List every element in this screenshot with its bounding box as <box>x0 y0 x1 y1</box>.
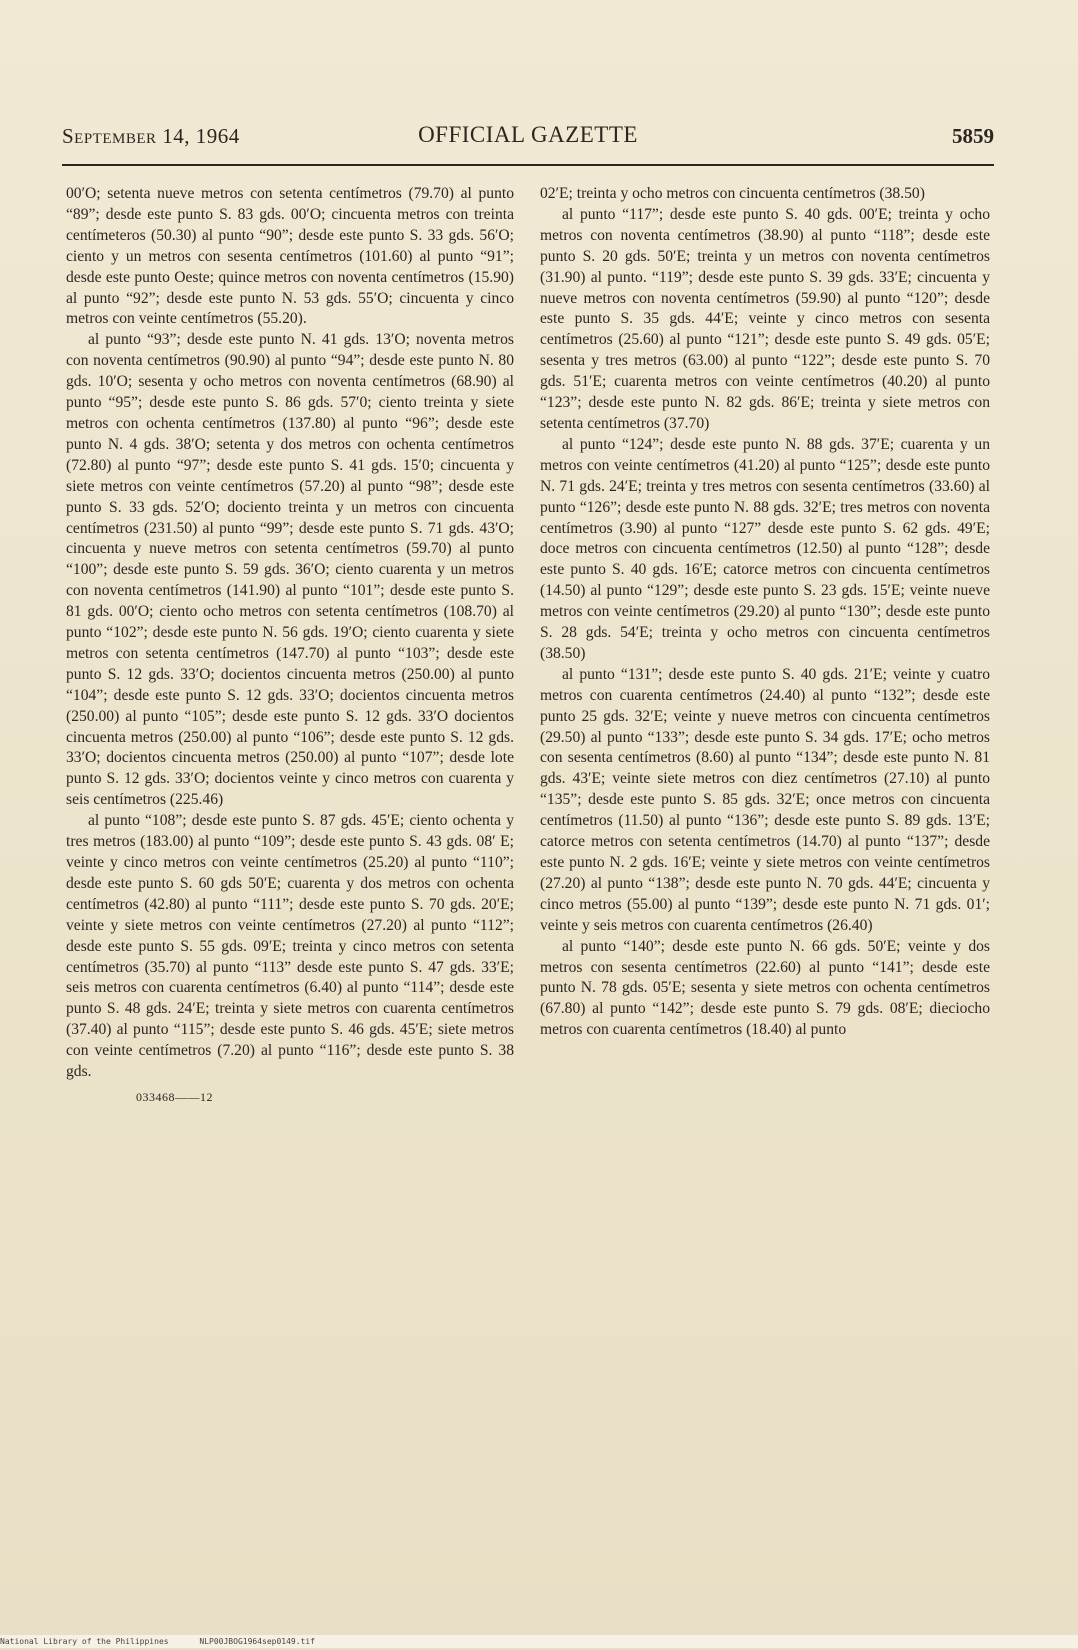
right-paragraph-2: al punto “117”; desde este punto S. 40 gds. 00′E; treinta y ocho metros con noventa centímetros (38.90) al punto “118”; desde este punto S. 20 gds. 50′E; treinta y un metros con noventa centímetros (31.90) al punto. “119”; desde este punto S. 39 gds. 33′E; cincuenta y nueve metros con noventa centímetros (59.90) al punto “120”; desde este punto S. 35 gds. 44′E; veinte y cinco metros con sesenta centímetros (25.60) al punto “121”; desde este punto S. 49 gds. 05′E; sesenta y tres metros (63.00) al punto “122”; desde este punto S. 70 gds. 51′E; cuarenta metros con veinte centímetros (40.20) al punto “123”; desde este punto N. 82 gds. 86′E; treinta y siete metros con setenta centímetros (37.70) <box>540 205 990 432</box>
page-header <box>62 124 994 160</box>
header-title: OFFICIAL GAZETTE <box>418 122 638 147</box>
header-rule <box>62 164 994 166</box>
header-date: September 14, 1964 <box>62 124 240 148</box>
header-page-number: 5859 <box>952 124 994 148</box>
right-column <box>540 184 990 1041</box>
right-paragraph-1: 02′E; treinta y ocho metros con cincuenta centímetros (38.50) <box>540 185 925 202</box>
scan-library: National Library of the Philippines <box>0 1637 169 1646</box>
left-paragraph-3: al punto “108”; desde este punto S. 87 gds. 45′E; ciento ochenta y tres metros (183.00) al punto “109”; desde este punto S. 43 gds. 08′ E; veinte y cinco metros con veinte centímetros (25.20) al punto “110”; desde este punto S. 60 gds 50′E; cuarenta y dos metros con ochenta centímetros (42.80) al punto “111”; desde este punto S. 70 gds. 20′E; veinte y siete metros con veinte centímetros (27.20) al punto “112”; desde este punto S. 55 gds. 09′E; treinta y cinco metros con setenta centímetros (35.70) al punto “113” desde este punto S. 47 gds. 33′E; seis metros con cuarenta centímetros (6.40) al punto “114”; desde este punto S. 48 gds. 24′E; treinta y siete metros con cuarenta centímetros (37.40) al punto “115”; desde este punto S. 46 gds. 45′E; siete metros con veinte centímetros (7.20) al punto “116”; desde este punto S. 38 gds. <box>66 812 514 1081</box>
scan-footer <box>0 1635 1078 1648</box>
right-paragraph-4: al punto “131”; desde este punto S. 40 gds. 21′E; veinte y cuatro metros con cuarenta centímetros (24.40) al punto “132”; desde este punto 25 gds. 32′E; veinte y nueve metros con cincuenta centímetros (29.50) al punto “133”; desde este punto S. 34 gds. 17′E; ocho metros con sesenta centímetros (8.60) al punto “134”; desde este punto N. 81 gds. 43′E; veinte siete metros con diez centímetros (27.10) al punto “135”; desde este punto S. 85 gds. 32′E; once metros con cincuenta centímetros (11.50) al punto “136”; desde este punto S. 89 gds. 13′E; catorce metros con setenta centímetros (14.70) al punto “137”; desde este punto N. 2 gds. 16′E; veinte y siete metros con veinte centímetros (27.20) al punto “138”; desde este punto N. 70 gds. 44′E; cincuenta y cinco metros (55.00) al punto “139”; desde este punto N. 71 gds. 01′; veinte y seis metros con cuarenta centímetros (26.40) <box>540 665 990 934</box>
right-paragraph-3: al punto “124”; desde este punto N. 88 gds. 37′E; cuarenta y un metros con veinte centímetros (41.20) al punto “125”; desde este punto N. 71 gds. 24′E; treinta y tres metros con sesenta centímetros (33.60) al punto “126”; desde este punto N. 88 gds. 32′E; tres metros con noventa centímetros (3.90) al punto “127” desde este punto S. 62 gds. 49′E; doce metros con cincuenta centímetros (12.50) al punto “128”; desde este punto S. 40 gds. 16′E; catorce metros con cincuenta centímetros (14.50) al punto “129”; desde este punto S. 23 gds. 15′E; veinte nueve metros con veinte centímetros (29.20) al punto “130”; desde este punto S. 28 gds. 54′E; treinta y ocho metros con cincuenta centímetros (38.50) <box>540 435 990 662</box>
left-paragraph-1: 00′O; setenta nueve metros con setenta centímetros (79.70) al punto “89”; desde este punto S. 83 gds. 00′O; cincuenta metros con treinta centímeteros (50.30) al punto “90”; desde este punto S. 33 gds. 56′O; ciento y un metros con sesenta centímetros (101.60) al punto “91”; desde este punto Oeste; quince metros con noventa centímetros (15.90) al punto “92”; desde este punto N. 53 gds. 55′O; cincuenta y cinco metros con veinte centímetros (55.20). <box>66 185 514 328</box>
right-paragraph-5: al punto “140”; desde este punto N. 66 gds. 50′E; veinte y dos metros con sesenta centímetros (22.60) al punto “141”; desde este punto N. 78 gds. 05′E; sesenta y siete metros con ochenta centímetros (67.80) al punto “142”; desde este punto S. 79 gds. 08′E; dieciocho metros con cuarenta centímetros (18.40) al punto <box>540 937 990 1039</box>
left-column <box>66 184 514 1108</box>
left-paragraph-2: al punto “93”; desde este punto N. 41 gds. 13′O; noventa metros con noventa centímetros (90.90) al punto “94”; desde este punto N. 80 gds. 10′O; sesenta y ocho metros con noventa centímetros (68.90) al punto “95”; desde este punto S. 86 gds. 57′0; ciento treinta y siete metros con ochenta centímetros (137.80) al punto “96”; desde este punto N. 4 gds. 38′O; setenta y dos metros con ochenta centímetros (72.80) al punto “97”; desde este punto S. 41 gds. 15′0; cincuenta y siete metros con veinte centímetros (57.20) al punto “98”; desde este punto S. 33 gds. 52′O; dociento treinta y un metros con cincuenta centímetros (231.50) al punto “99”; desde este punto S. 71 gds. 43′O; cincuenta y nueve metros con setenta centímetros (59.70) al punto “100”; desde este punto S. 59 gds. 36′O; ciento cuarenta y un metros con noventa centímetros (141.90) al punto “101”; desde este punto S. 81 gds. 00′O; ciento ocho metros con setenta centímetros (108.70) al punto “102”; desde este punto N. 56 gds. 19′O; ciento cuarenta y siete metros con setenta centímetros (147.70) al punto “103”; desde este punto S. 12 gds. 33′O; docientos cincuenta metros (250.00) al punto “104”; desde este punto S. 12 gds. 33′O; docientos cincuenta metros (250.00) al punto “105”; desde este punto S. 12 gds. 33′O docientos cincuenta metros (250.00) al punto “106”; desde este punto S. 12 gds. 33′O; docientos cincuenta metros (250.00) al punto “107”; desde lote punto S. 12 gds. 33′O; docientos veinte y cinco metros con cuarenta y seis centímetros (225.46) <box>66 331 514 809</box>
scan-file: NLP00JBOG1964sep0149.tif <box>199 1637 315 1646</box>
print-code: 033468——12 <box>136 1089 213 1104</box>
